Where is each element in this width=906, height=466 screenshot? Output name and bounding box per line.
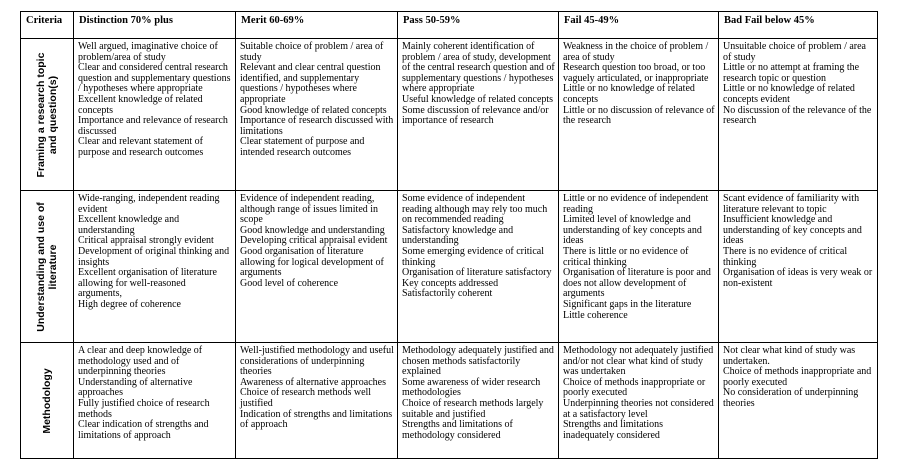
- criterion-item: Well-justified methodology and useful considerations of underpinning theories: [240, 345, 394, 378]
- criterion-item: Key concepts addressed: [402, 277, 499, 289]
- criterion-item: Developing critical appraisal evident: [240, 235, 388, 247]
- cell-literature-fail: [559, 191, 719, 343]
- criterion-item: Excellent organisation of literature allowing for well-reasoned arguments,: [78, 267, 217, 300]
- row-label-literature: [21, 191, 74, 343]
- header-criteria: Criteria: [21, 12, 74, 39]
- criterion-item: No consideration of underpinning theories: [723, 387, 859, 409]
- criterion-item: Wide-ranging, independent reading evident: [78, 193, 220, 215]
- criterion-item: Unsuitable choice of problem / area of study: [723, 41, 866, 63]
- criterion-item: Fully justified choice of research methods: [78, 397, 210, 420]
- criterion-item: Clear statement of purpose and intended research outcomes: [240, 136, 365, 158]
- criterion-item: Satisfactorily coherent: [402, 288, 493, 300]
- criterion-item: Weakness in the choice of problem / area of study: [563, 41, 709, 63]
- row-label-line: literature: [47, 244, 59, 289]
- row-label-line: Understanding and use of: [35, 201, 47, 332]
- criterion-item: Indication of strengths and limitations of approach: [240, 408, 393, 431]
- criterion-item: Some awareness of wider research methodologies: [402, 376, 541, 399]
- criterion-item: Clear indication of strengths and limitations of approach: [78, 419, 209, 441]
- criterion-item: Organisation of literature is poor and does not allow development of arguments: [563, 267, 711, 300]
- criterion-item: Clear and considered central research question and supplementary questions / hypotheses where appropriate: [78, 62, 231, 95]
- cell-framing-distinction: [74, 39, 236, 191]
- criterion-item: Development of original thinking and insights: [78, 245, 230, 268]
- criterion-item: Little or no attempt at framing the research topic or question: [723, 62, 860, 84]
- criterion-item: Little or no knowledge of related concepts evident: [723, 83, 855, 105]
- criterion-item: Good level of coherence: [240, 277, 339, 289]
- cell-framing-bad-fail: [719, 39, 878, 191]
- criterion-item: Useful knowledge of related concepts: [402, 93, 554, 105]
- header-distinction: Distinction 70% plus: [74, 12, 236, 39]
- criterion-item: Research question too broad, or too vaguely articulated, or inappropriate: [563, 62, 709, 84]
- cell-framing-merit: [236, 39, 398, 191]
- criterion-item: Some emerging evidence of critical thinking: [402, 245, 544, 268]
- criterion-item: Organisation of literature satisfactory: [402, 267, 552, 279]
- criterion-item: Good organisation of literature allowing for logical development of arguments: [240, 245, 384, 279]
- row-label-methodology: [21, 343, 74, 459]
- criterion-item: Good knowledge and understanding: [240, 224, 385, 236]
- criterion-item: Significant gaps in the literature: [563, 298, 692, 310]
- criterion-item: Excellent knowledge and understanding: [78, 214, 180, 236]
- criterion-item: Excellent knowledge of related concepts: [78, 93, 203, 116]
- row-label-text: [35, 52, 59, 177]
- criterion-item: Strengths and limitations inadequately considered: [563, 419, 663, 441]
- header-merit: Merit 60-69%: [236, 12, 398, 39]
- criterion-item: Good knowledge of related concepts: [240, 104, 387, 116]
- criterion-item: Satisfactory knowledge and understanding: [402, 224, 514, 247]
- cell-methodology-merit: [236, 343, 398, 459]
- criterion-item: There is no evidence of critical thinking: [723, 245, 848, 268]
- criterion-item: Choice of methods inappropriate and poorly executed: [723, 366, 872, 388]
- criterion-item: Choice of methods inappropriate or poorly executed: [563, 376, 706, 399]
- criterion-item: Methodology not adequately justified and/or not clear what kind of study was undertaken: [563, 345, 714, 378]
- criterion-item: Importance of research discussed with limitations: [240, 115, 394, 137]
- criterion-item: Underpinning theories not considered at a satisfactory level: [563, 397, 714, 420]
- criterion-item: Little coherence: [563, 309, 628, 321]
- criterion-item: Limited level of knowledge and understanding of key concepts and ideas: [563, 214, 702, 247]
- cell-methodology-fail: [559, 343, 719, 459]
- row-label-text: [35, 202, 59, 332]
- criterion-item: Choice of research methods well justified: [240, 387, 372, 409]
- criterion-item: Choice of research methods largely suitable and justified: [402, 397, 544, 420]
- criterion-item: Awareness of alternative approaches: [240, 376, 386, 388]
- row-label-line: and question(s): [47, 75, 59, 154]
- criterion-item: Strengths and limitations of methodology considered: [402, 419, 513, 441]
- cell-literature-bad-fail: [719, 191, 878, 343]
- criterion-item: Some evidence of independent reading although may rely too much on recommended reading: [402, 193, 548, 226]
- cell-literature-distinction: [74, 191, 236, 343]
- criterion-item: Clear and relevant statement of purpose and research outcomes: [78, 136, 204, 158]
- cell-literature-pass: [398, 191, 559, 343]
- criterion-item: Importance and relevance of research discussed: [78, 115, 228, 137]
- cell-methodology-pass: [398, 343, 559, 459]
- criterion-item: Little or no knowledge of related concepts: [563, 83, 695, 105]
- criterion-item: Little or no evidence of independent reading: [563, 193, 709, 215]
- row-label-text: [41, 368, 53, 433]
- criterion-item: High degree of coherence: [78, 298, 181, 310]
- header-row: [21, 12, 878, 39]
- criterion-item: Understanding of alternative approaches: [78, 376, 193, 399]
- row-framing-research-topic: [21, 39, 878, 191]
- criterion-item: Insufficient knowledge and understanding of key concepts and ideas: [723, 214, 862, 247]
- cell-framing-pass: [398, 39, 559, 191]
- criterion-item: Mainly coherent identification of problem / area of study, development of the central research question and of supplementary questions / hypotheses where appropriate: [402, 41, 555, 95]
- criterion-item: Evidence of independent reading, although range of issues limited in scope: [240, 193, 379, 226]
- header-fail: Fail 45-49%: [559, 12, 719, 39]
- cell-framing-fail: [559, 39, 719, 191]
- header-pass: Pass 50-59%: [398, 12, 559, 39]
- header-bad-fail: Bad Fail below 45%: [719, 12, 878, 39]
- criterion-item: Relevant and clear central question identified, and supplementary questions / hypotheses where appropriate: [240, 62, 381, 105]
- criterion-item: Critical appraisal strongly evident: [78, 235, 214, 247]
- cell-methodology-bad-fail: [719, 343, 878, 459]
- criterion-item: No discussion of the relevance of the research: [723, 104, 872, 127]
- row-label-line: Methodology: [41, 367, 53, 434]
- criterion-item: Some discussion of relevance and/or importance of research: [402, 104, 549, 127]
- cell-literature-merit: [236, 191, 398, 343]
- criterion-item: Not clear what kind of study was undertaken.: [723, 345, 856, 367]
- criterion-item: Well argued, imaginative choice of problem/area of study: [78, 41, 218, 63]
- row-label-framing: [21, 39, 74, 191]
- criterion-item: Suitable choice of problem / area of study: [240, 41, 384, 63]
- criterion-item: Methodology adequately justified and chosen methods satisfactorily explained: [402, 345, 554, 378]
- criterion-item: Scant evidence of familiarity with literature relevant to topic: [723, 193, 860, 215]
- criterion-item: There is little or no evidence of critical thinking: [563, 245, 689, 268]
- criterion-item: A clear and deep knowledge of methodology used and of underpinning theories: [78, 345, 203, 378]
- criterion-item: Organisation of ideas is very weak or non-existent: [723, 267, 873, 289]
- criterion-item: Little or no discussion of relevance of the research: [563, 104, 715, 127]
- marking-rubric-table: [20, 11, 878, 459]
- row-label-line: Framing a research topic: [35, 52, 47, 177]
- cell-methodology-distinction: [74, 343, 236, 459]
- row-methodology: [21, 343, 878, 459]
- row-understanding-literature: [21, 191, 878, 343]
